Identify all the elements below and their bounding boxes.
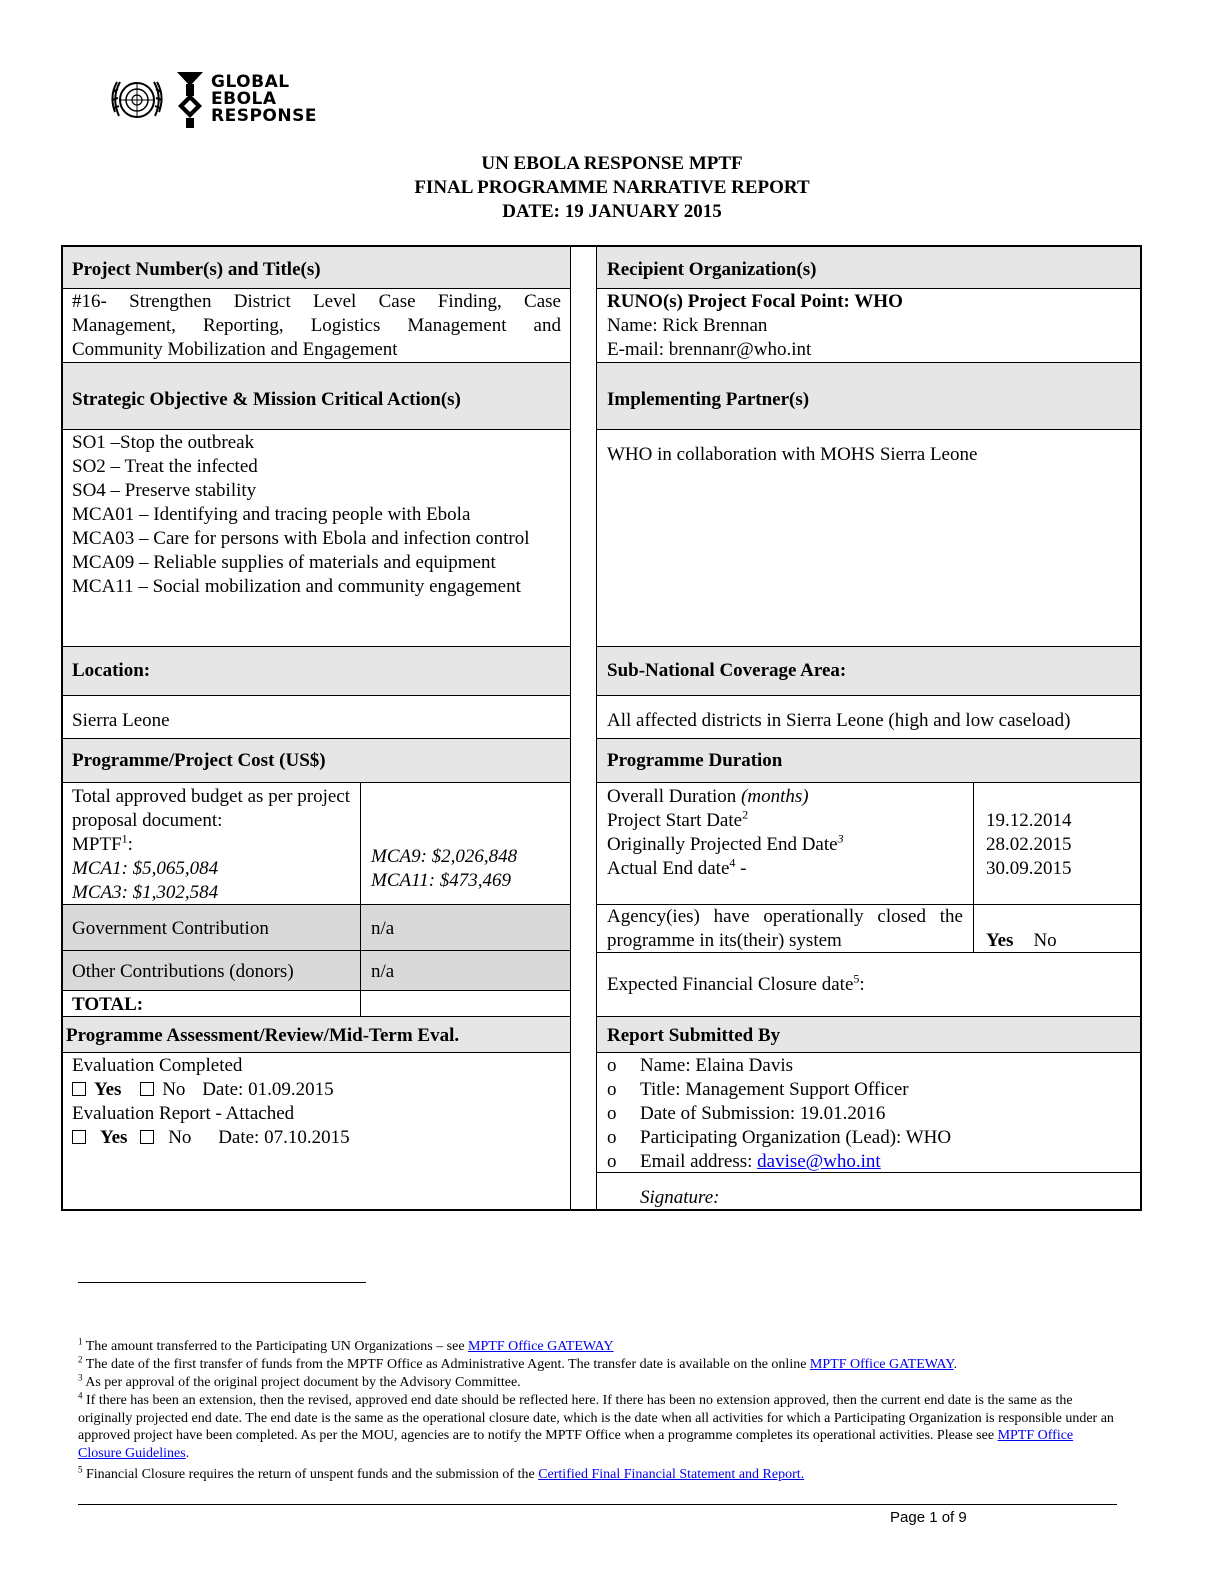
row-line bbox=[61, 646, 571, 647]
orig-end-date: 28.02.2015 bbox=[986, 834, 1072, 855]
email-link[interactable]: davise@who.int bbox=[757, 1151, 881, 1172]
signature-label: Signature: bbox=[640, 1187, 720, 1208]
cost-header: Programme/Project Cost (US$) bbox=[72, 750, 326, 771]
row-line bbox=[596, 738, 1141, 739]
financial-closure: Expected Financial Closure date$^5$: bbox=[607, 971, 865, 995]
row-line bbox=[61, 950, 571, 951]
global-ebola-response-logo bbox=[105, 68, 317, 132]
submitted-list bbox=[607, 1054, 1131, 1174]
duration-values bbox=[974, 809, 1141, 881]
submitted-name: o Name: Elaina Davis bbox=[607, 1054, 1131, 1078]
budget-block bbox=[62, 785, 360, 905]
un-emblem-icon bbox=[105, 68, 169, 132]
recipient-block bbox=[597, 290, 1141, 362]
footnote-5: $^5$ Financial Closure requires the return of unspent funds and the submission of the Certified Final Financial Statement and Report. bbox=[78, 1464, 805, 1482]
gov-label: Government Contribution bbox=[72, 918, 269, 939]
row-line bbox=[61, 738, 571, 739]
page-number: Page 1 of 9 bbox=[890, 1509, 967, 1526]
coverage-header: Sub-National Coverage Area: bbox=[607, 660, 847, 681]
focal-email: E-mail: brennanr@who.int bbox=[607, 339, 812, 360]
project-header: Project Number(s) and Title(s) bbox=[72, 259, 321, 280]
row-line bbox=[61, 429, 571, 430]
financial-statement-link[interactable]: Certified Final Financial Statement and Report. bbox=[538, 1467, 805, 1482]
mca3-amount: MCA3: $1,302,584 bbox=[72, 882, 219, 903]
footnote-ref: 1 bbox=[121, 831, 128, 846]
ebola-symbol-icon bbox=[175, 70, 205, 130]
eval-completed: Evaluation Completed bbox=[72, 1055, 243, 1076]
row-line bbox=[61, 1052, 571, 1053]
eval-report: Evaluation Report - Attached bbox=[72, 1103, 295, 1124]
heading-line-1: UN EBOLA RESPONSE MPTF bbox=[481, 153, 743, 174]
submission-date: o Date of Submission: 19.01.2016 bbox=[607, 1102, 1131, 1126]
report-yes-label: Yes bbox=[100, 1127, 128, 1148]
row-line bbox=[596, 288, 1141, 289]
project-title: #16- Strengthen District Level Case Finding, Case Management, Reporting, Logistics Management and Community Mobilization and Engagement bbox=[72, 291, 561, 360]
mca9-amount: MCA9: $2,026,848 bbox=[371, 846, 518, 867]
row-line bbox=[596, 429, 1141, 430]
row-line bbox=[596, 646, 1141, 647]
mca1-amount: MCA1: $5,065,084 bbox=[72, 858, 219, 879]
strategic-item: SO2 – Treat the infected bbox=[72, 456, 258, 477]
eval-header: Programme Assessment/Review/Mid-Term Eval. bbox=[66, 1025, 460, 1046]
report-no-label: No bbox=[168, 1127, 192, 1148]
gateway-link-1[interactable]: MPTF Office GATEWAY bbox=[468, 1339, 614, 1354]
start-date-label: Project Start Date$^2$ bbox=[607, 807, 749, 831]
row-line bbox=[596, 782, 1141, 783]
footnote-1: $^1$ The amount transferred to the Participating UN Organizations – see MPTF Office GATEWAY bbox=[78, 1336, 614, 1354]
report-heading bbox=[0, 152, 1224, 224]
row-line bbox=[596, 1016, 1141, 1017]
duration-labels bbox=[597, 785, 973, 881]
closed-options bbox=[974, 929, 1141, 953]
eval-yes-checkbox[interactable] bbox=[72, 1082, 86, 1096]
closed-yes: Yes bbox=[986, 930, 1014, 951]
footnote-3: $^3$ As per approval of the original project document by the Advisory Committee. bbox=[78, 1372, 521, 1390]
heading-line-2: FINAL PROGRAMME NARRATIVE REPORT bbox=[414, 177, 810, 198]
mptf-line bbox=[72, 833, 350, 857]
budget-block-2 bbox=[361, 845, 571, 893]
row-line bbox=[596, 362, 1141, 363]
partner-value: WHO in collaboration with MOHS Sierra Leone bbox=[607, 444, 978, 465]
row-line bbox=[61, 695, 571, 696]
partner-header: Implementing Partner(s) bbox=[607, 389, 810, 410]
strategic-item: MCA11 – Social mobilization and community engagement bbox=[72, 576, 521, 597]
focal-name: Name: Rick Brennan bbox=[607, 315, 768, 336]
participating-org: o Participating Organization (Lead): WHO bbox=[607, 1126, 1131, 1150]
eval-block bbox=[62, 1054, 571, 1150]
row-line bbox=[596, 695, 1141, 696]
footnote-2: $^2$ The date of the first transfer of funds from the MPTF Office as Administrative Agent. The transfer date is available on the online MPTF Office GATEWAY. bbox=[78, 1354, 958, 1372]
other-value: n/a bbox=[371, 961, 395, 982]
eval-options bbox=[72, 1078, 561, 1102]
row-line bbox=[596, 1052, 1141, 1053]
row-line bbox=[61, 782, 571, 783]
heading-line-3: DATE: 19 JANUARY 2015 bbox=[502, 201, 722, 222]
footnote-separator bbox=[78, 1282, 366, 1283]
start-date: 19.12.2014 bbox=[986, 810, 1072, 831]
strategic-item: MCA03 – Care for persons with Ebola and infection control bbox=[72, 528, 530, 549]
recipient-header: Recipient Organization(s) bbox=[607, 259, 817, 280]
footnote-4: $^4$ If there has been an extension, then the revised, approved end date should be reflected here. If there has been no extension approved, then the current end date is the same as the originally projected end date. The end date is the same as the operational closure date, which is the date when all activities for which a Participating Organization is responsible under an approved project have been completed. As per the MOU, agencies are to notify the MPTF Office when a programme completes its operational activities. Please see MPTF Office Closure Guidelines. bbox=[78, 1390, 1114, 1461]
location-header: Location: bbox=[72, 660, 151, 681]
eval-date: Date: 01.09.2015 bbox=[202, 1079, 334, 1100]
logo-wordmark: GLOBAL EBOLA RESPONSE bbox=[211, 72, 317, 126]
duration-header: Programme Duration bbox=[607, 750, 783, 771]
strategic-item: MCA01 – Identifying and tracing people with Ebola bbox=[72, 504, 471, 525]
strategic-item: SO4 – Preserve stability bbox=[72, 480, 257, 501]
mca11-amount: MCA11: $473,469 bbox=[371, 870, 512, 891]
strategic-item: MCA09 – Reliable supplies of materials and equipment bbox=[72, 552, 496, 573]
report-no-checkbox[interactable] bbox=[140, 1130, 154, 1144]
submitted-header: Report Submitted By bbox=[607, 1025, 781, 1046]
row-line bbox=[61, 362, 571, 363]
closed-label: Agency(ies) have operationally closed the programme in its(their) system bbox=[607, 906, 963, 951]
table-top-border bbox=[61, 245, 1142, 247]
focal-point: RUNO(s) Project Focal Point: WHO bbox=[607, 291, 903, 312]
submitted-title: o Title: Management Support Officer bbox=[607, 1078, 1131, 1102]
row-line bbox=[61, 288, 571, 289]
coverage-value: All affected districts in Sierra Leone (high and low caseload) bbox=[607, 710, 1071, 731]
budget-label: Total approved budget as per project proposal document: bbox=[72, 786, 350, 831]
eval-no-checkbox[interactable] bbox=[140, 1082, 154, 1096]
submitted-block bbox=[597, 1054, 1141, 1174]
overall-duration: Overall Duration (months) bbox=[607, 786, 809, 807]
report-date: Date: 07.10.2015 bbox=[218, 1127, 350, 1148]
other-label: Other Contributions (donors) bbox=[72, 961, 294, 982]
row-line bbox=[61, 990, 571, 991]
submitted-email: o Email address: davise@who.int bbox=[607, 1150, 1131, 1174]
closed-no: No bbox=[1033, 930, 1057, 951]
actual-end-date: 30.09.2015 bbox=[986, 858, 1072, 879]
eval-yes-label: Yes bbox=[94, 1079, 122, 1100]
strategic-header: Strategic Objective & Mission Critical Action(s) bbox=[72, 389, 461, 410]
strategic-list bbox=[62, 431, 571, 599]
report-options bbox=[72, 1126, 561, 1150]
closure-guidelines-link[interactable]: MPTF Office Closure Guidelines bbox=[78, 1428, 1074, 1461]
mptf-label: MPTF bbox=[72, 834, 122, 855]
strategic-item: SO1 –Stop the outbreak bbox=[72, 432, 255, 453]
actual-end-label: Actual End date$^4$ - bbox=[607, 855, 747, 879]
orig-end-label: Originally Projected End Date$^3$ bbox=[607, 831, 844, 855]
eval-no-label: No bbox=[162, 1079, 186, 1100]
mptf-colon: : bbox=[127, 834, 133, 855]
report-yes-checkbox[interactable] bbox=[72, 1130, 86, 1144]
gateway-link-2[interactable]: MPTF Office GATEWAY bbox=[809, 1357, 954, 1372]
page-footer-line bbox=[78, 1504, 1117, 1505]
total-label: TOTAL: bbox=[72, 994, 144, 1015]
location-value: Sierra Leone bbox=[72, 710, 170, 731]
gov-value: n/a bbox=[371, 918, 395, 939]
